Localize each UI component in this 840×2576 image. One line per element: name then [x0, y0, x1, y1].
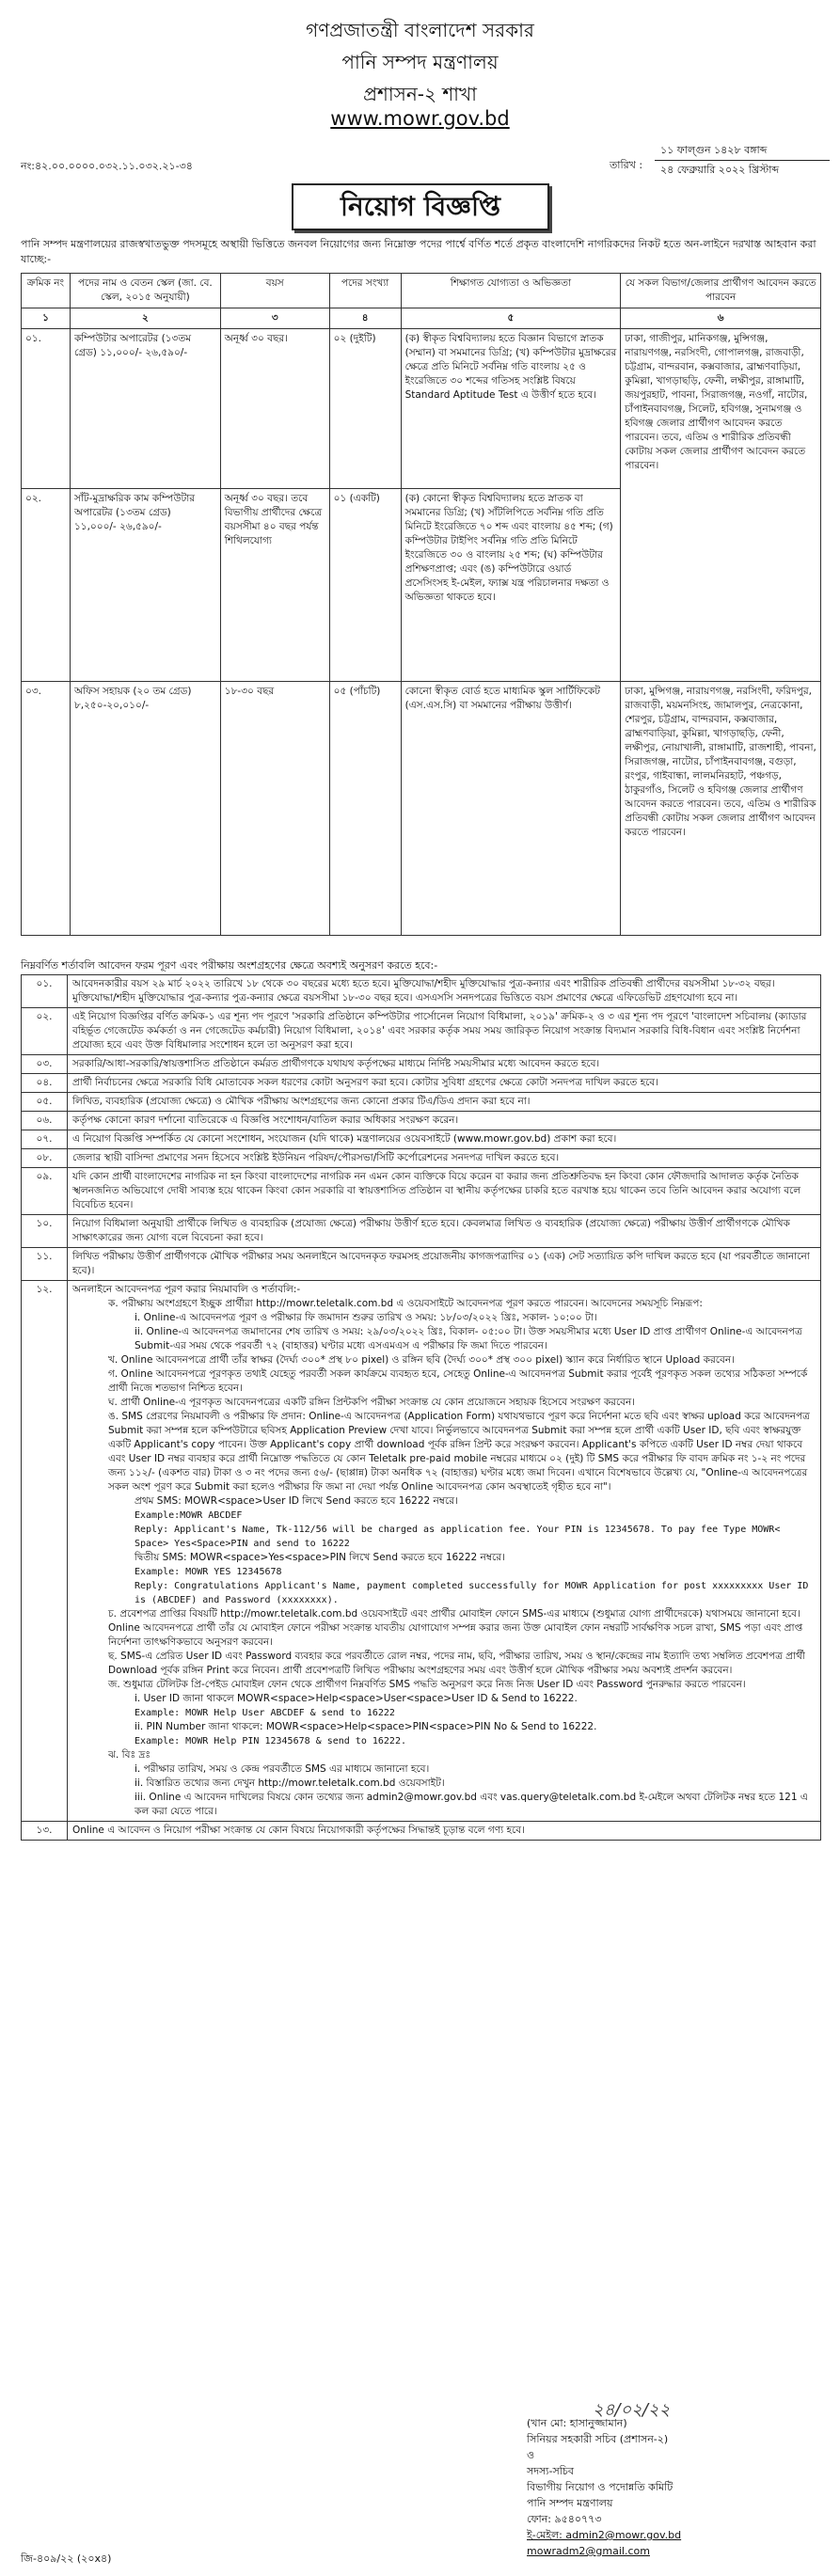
instruction-jha-ii: ii. বিস্তারিত তথ্যের জন্য দেখুন http://mowr.teletalk.com.bd ওয়েবসাইট। [135, 1778, 445, 1789]
online-instructions [68, 1281, 821, 1822]
column-header: পদের সংখ্যা [329, 274, 401, 308]
signatory-and: ও [527, 2449, 535, 2461]
website-link[interactable]: www.mowr.gov.bd [330, 107, 510, 130]
condition-text: Online এ আবেদন ও নিয়োগ পরীক্ষা সংক্রান্ত যে কোন বিষয়ে নিয়োগকারী কর্তৃপক্ষের সিদ্ধান্তই চূড়ান্ত বলে গণ্য হবে। [68, 1822, 821, 1841]
qualification-cell: কোনো স্বীকৃত বোর্ড হতে মাধ্যমিক স্কুল সার্টিফিকেট (এস.এস.সি) বা সমমানের পরীক্ষায় উত্তীর্ণ। [401, 682, 621, 936]
condition-row [22, 1248, 821, 1281]
condition-number: ১৩. [22, 1822, 68, 1841]
condition-text: নিয়োগ বিধিমালা অনুযায়ী প্রার্থীকে লিখিত ও ব্যবহারিক (প্রযোজ্য ক্ষেত্রে) পরীক্ষায় উত্তীর্ণ হতে হবে। কেবলমাত্র লিখিত ও ব্যবহারিক (প্রযোজ্য ক্ষেত্রে) পরীক্ষায় উত্তীর্ণ প্রার্থীগণকে মৌখিক সাক্ষাৎকারের জন্য যোগ্য বলে বিবেচনা করা হবে। [68, 1215, 821, 1248]
online-application-row [22, 1281, 821, 1822]
column-number-row [22, 308, 821, 329]
column-number: ১ [22, 308, 71, 329]
instruction-kha: খ. Online আবেদনপত্রে প্রার্থী তাঁর স্বাক্ষর (দৈর্ঘ্য ৩০০* প্রস্থ ৮০ pixel) ও রঙ্গিন ছবি (দৈর্ঘ্য ৩০০* প্রস্থ ৩০০ pixel) স্ক্যান করে নির্ধারিত স্থানে Upload করবেন। [108, 1354, 735, 1366]
instruction-ja: জ. শুধুমাত্র টেলিটক প্রি-পেইড মোবাইল ফোন থেকে প্রার্থীগণ নিম্নবর্ণিত SMS পদ্ধতি অনুসরণ করে নিজ নিজ User ID এবং Password পুনরুদ্ধার করতে পারবেন। [108, 1679, 746, 1690]
intro-text: পানি সম্পদ মন্ত্রণালয়ের রাজস্বখাতভুক্ত পদসমূহে অস্থায়ী ভিত্তিতে জনবল নিয়োগের জন্য নিম্নোক্ত পদের পার্শ্বে বর্ণিত শর্তে প্রকৃত বাংলাদেশি নাগরিকদের নিকট হতে অন-লাইনে দরখাস্ত আহবান করা যাচ্ছে:- [21, 238, 816, 265]
condition-row [22, 1093, 821, 1112]
table-row [22, 682, 821, 936]
column-header: শিক্ষাগত যোগ্যতা ও অভিজ্ঞতা [401, 274, 621, 308]
instruction-ja-ii-example: Example: MOWR Help PIN 12345678 & send to 16222. [135, 1736, 406, 1746]
count-cell: ০৫ (পাঁচটি) [329, 682, 401, 936]
instruction-jha-iii: iii. Online এ আবেদন দাখিলের বিষয়ে কোন তথ্যের জন্য admin2@mowr.gov.bd এবং vas.query@teletalk.com.bd ই-মেইলে অথবা টেলিটক নম্বর হতে 121 এ কল করা যেতে পারে। [135, 1792, 808, 1817]
table-row [22, 329, 821, 489]
condition-text: লিখিত, ব্যবহারিক (প্রযোজ্য ক্ষেত্রে) ও মৌখিক পরীক্ষায় অংশগ্রহণের জন্য কোনো প্রকার টিএ/ডিএ প্রদান করা হবে না। [68, 1093, 821, 1112]
count-cell: ০২ (দুইটি) [329, 329, 401, 489]
condition-number: ০৪. [22, 1074, 68, 1093]
serial-cell: ০৩. [22, 682, 71, 936]
condition-row [22, 1168, 821, 1215]
signature-mark: ২৪/০২/২২ [593, 2400, 671, 2420]
column-number: ৫ [401, 308, 621, 329]
org-line-1: গণপ্রজাতন্ত্রী বাংলাদেশ সরকার [306, 19, 534, 41]
condition-number: ০৭. [22, 1130, 68, 1149]
condition-number: ০১. [22, 975, 68, 1008]
qualification-cell: (ক) কোনো স্বীকৃত বিশ্ববিদ্যালয় হতে স্নাতক বা সমমানের ডিগ্রি; (খ) সাঁটলিপিতে সর্বনিম্ন গতি প্রতি মিনিটে ইংরেজিতে ৭০ শব্দ এবং বাংলায় ৪৫ শব্দ; (গ) কম্পিউটার টাইপিং সর্বনিম্ন গতি প্রতি মিনিটে ইংরেজিতে ৩০ ও বাংলায় ২৫ শব্দ; (ঘ) কম্পিউটার প্রশিক্ষণপ্রাপ্ত; এবং (ঙ) কম্পিউটারে ওয়ার্ড প্রসেসিংসহ ই-মেইল, ফ্যাক্স যন্ত্র পরিচালনার দক্ষতা ও অভিজ্ঞতা থাকতে হবে। [401, 489, 621, 682]
condition-number: ০৬. [22, 1112, 68, 1130]
condition-row [22, 1130, 821, 1149]
condition-row [22, 1215, 821, 1248]
condition-row [22, 1112, 821, 1130]
condition-number: ১২. [22, 1281, 68, 1822]
condition-number: ১০. [22, 1215, 68, 1248]
districts-cell: ঢাকা, মুন্সিগঞ্জ, নারায়ণগঞ্জ, নরসিংদী, ফরিদপুর, রাজবাড়ী, ময়মনসিংহ, জামালপুর, নেত্রকোনা, শেরপুর, চট্টগ্রাম, বান্দরবান, কক্সবাজার, ব্রাহ্মণবাড়িয়া, কুমিল্লা, খাগড়াছড়ি, ফেনী, লক্ষীপুর, নোয়াখালী, রাঙ্গামাটি, রাজশাহী, পাবনা, সিরাজগঞ্জ, নাটোর, চাঁপাইনবাবগঞ্জ, বগুড়া, রংপুর, গাইবান্ধা, লালমনিরহাট, পঞ্চগড়, ঠাকুরগাঁও, সিলেট ও হবিগঞ্জ জেলার প্রার্থীগণ আবেদন করতে পারবেন। তবে, এতিম ও শারীরিক প্রতিবন্ধী কোটায় সকল জেলার প্রার্থীগণ আবেদন করতে পারবেন। [621, 682, 821, 936]
condition-row [22, 1149, 821, 1168]
signatory-designation: সিনিয়র সহকারী সচিব (প্রশাসন-২) [527, 2433, 669, 2445]
condition-row [22, 1055, 821, 1074]
count-cell: ০১ (একটি) [329, 489, 401, 682]
post-cell: কম্পিউটার অপারেটর (১৩তম গ্রেড) ১১,০০০/- ২৬,৫৯০/- [70, 329, 220, 489]
signatory-phone: ফোন: ৯৫৪০৭৭৩ [527, 2513, 602, 2525]
signatory-email[interactable]: ই-মেইল: admin2@mowr.gov.bd [527, 2529, 682, 2541]
age-cell: অনূর্ধ্ব ৩০ বছর। [220, 329, 329, 489]
print-code: জি-৪০৯/২২ (২০x৪) [21, 2552, 112, 2565]
serial-cell: ০১. [22, 329, 71, 489]
sms1-label: প্রথম SMS: MOWR<space>User ID লিখে Send করতে হবে 16222 নম্বরে। [135, 1495, 458, 1507]
sms2-reply: Reply: Congratulations Applicant's Name, payment completed successfully for MOWR Application for post xxxxxxxxx User ID is (ABCDEF) and Password (xxxxxxxx). [135, 1581, 809, 1605]
instruction-ja-i: i. User ID জানা থাকলে MOWR<space>Help<space>User<space>User ID & Send to 16222. [135, 1693, 578, 1704]
post-cell: অফিস সহায়ক (২০ তম গ্রেড) ৮,২৫০-২০,০১০/- [70, 682, 220, 936]
date-block [610, 141, 830, 180]
condition-number: ০৫. [22, 1093, 68, 1112]
date-label: তারিখ : [610, 159, 643, 171]
page-title: নিয়োগ বিজ্ঞপ্তি [292, 183, 549, 230]
instruction-ka-i: i. Online-এ আবেদনপত্র পূরণ ও পরীক্ষার ফি জমাদান শুরুর তারিখ ও সময়: ১৮/০৩/২০২২ খ্রিঃ, সকাল- ১০:০০ টা। [135, 1312, 597, 1323]
instruction-chha: ছ. SMS-এ প্রেরিত User ID এবং Password ব্যবহার করে পরবর্তীতে রোল নম্বর, পদের নাম, ছবি, পরীক্ষার তারিখ, সময় ও স্থান/কেন্দ্রের নাম ইত্যাদি তথ্য সম্বলিত প্রবেশপত্র প্রার্থী Download পূর্বক রঙ্গিন Print করে নিবেন। প্রার্থী প্রবেশপত্রটি লিখিত পরীক্ষায় অংশগ্রহণের সময় এবং উত্তীর্ণ হলে মৌখিক পরীক্ষার সময় অবশ্যই প্রদর্শন করবেন। [108, 1651, 805, 1676]
instruction-jha-i: i. পরীক্ষার তারিখ, সময় ও কেন্দ্র পরবর্তীতে SMS এর মাধ্যমে জানানো হবে। [135, 1763, 430, 1775]
org-line-3: প্রশাসন-২ শাখা [363, 83, 477, 105]
condition-text: লিখিত পরীক্ষায় উত্তীর্ণ প্রার্থীগণকে মৌখিক পরীক্ষার সময় অনলাইনে আবেদনকৃত ফরমসহ প্রয়োজনীয় কাগজপত্রাদির ০১ (এক) সেট সত্যায়িত কপি দাখিল করতে হবে (যা পরবর্তীতে জানানো হবে)। [68, 1248, 821, 1281]
instruction-umo: ঙ. SMS প্রেরণের নিয়মাবলী ও পরীক্ষার ফি প্রদান: Online-এ আবেদনপত্র (Application Form) যথাযথভাবে পূরণ করে নির্দেশনা মতে ছবি এবং স্বাক্ষর upload করে আবেদনপত্র Submit করা সম্পন্ন হলে কম্পিউটারে ছবিসহ Application Preview দেখা যাবে। নির্ভুলভাবে আবেদনপত্র Submit করা সম্পন্ন হলে প্রার্থী একটি User ID, ছবি এবং স্বাক্ষরযুক্ত একটি Applicant's copy পাবেন। উক্ত Applicant's copy প্রার্থী download পূর্বক রঙ্গিন প্রিন্ট করে সংরক্ষণ করবেন। Applicant's কপিতে একটি User ID নম্বর দেয়া থাকবে এবং User ID নম্বর ব্যবহার করে প্রার্থী নিম্নোক্ত পদ্ধতিতে যে কোন Teletalk pre-paid mobile নম্বরের মাধ্যমে ০২ (দুই) টি SMS করে পরীক্ষার ফি বাবদ ক্রমিক নং ১-২ নং পদের জন্য ১১২/- (একশত বার) টাকা ও ৩ নং পদের জন্য ৫৬/- (ছাপ্পান্ন) টাকা অনধিক ৭২ (বাহাত্তর) ঘণ্টার মধ্যে জমা দিবেন। এখানে বিশেষভাবে উল্লেখ্য যে, "Online-এ আবেদনপত্রের সকল অংশ পূরণ করে Submit করা হলেও পরীক্ষার ফি জমা না দেয়া পর্যন্ত Online আবেদনপত্র কোন অবস্থাতেই গৃহীত হবে না"। [108, 1411, 810, 1493]
condition-number: ১১. [22, 1248, 68, 1281]
condition-row [22, 1822, 821, 1841]
reference-number: নং:৪২.০০.০০০০.০৩২.১১.০৩২.২১-৩৪ [21, 160, 193, 172]
column-number: ৩ [220, 308, 329, 329]
instruction-ja-ii: ii. PIN Number জানা থাকলে: MOWR<space>Help<space>PIN<space>PIN No & Send to 16222. [135, 1721, 597, 1732]
signatory-role: সদস্য-সচিব [527, 2465, 574, 2477]
instruction-gha: ঘ. প্রার্থী Online-এ পূরণকৃত আবেদনপত্রের একটি রঙ্গিন প্রিন্টকপি পরীক্ষা সংক্রান্ত যে কোন প্রয়োজনে সহায়ক হিসেবে সংরক্ষণ করবেন। [108, 1397, 636, 1408]
condition-text: যদি কোন প্রার্থী বাংলাদেশের নাগরিক না হন কিংবা বাংলাদেশের নাগরিক নন এমন কোন ব্যক্তিকে বিয়ে করেন বা করার জন্য প্রতিশ্রুতিবদ্ধ হন কিংবা কোন ফৌজদারি আদালত কর্তৃক নৈতিক স্খলনজনিত অভিযোগে দোষী সাব্যস্ত হয়ে থাকেন কিংবা কোন সরকারি বা স্বায়ত্তশাসিত প্রতিষ্ঠান বা স্থানীয় কর্তৃপক্ষের চাকরি হতে বরখাস্ত হয়ে থাকেন তবে তিনি আবেদন করার অযোগ্য বলে বিবেচিত হবেন। [68, 1168, 821, 1215]
signatory-email-2[interactable]: mowradm2@gmail.com [527, 2545, 650, 2557]
org-line-2: পানি সম্পদ মন্ত্রণালয় [341, 51, 499, 73]
condition-text: জেলার স্থায়ী বাসিন্দা প্রমাণের সনদ হিসেবে সংশ্লিষ্ট ইউনিয়ন পরিষদ/পৌরসভা/সিটি কর্পোরেশনের সনদপত্র দাখিল করতে হবে। [68, 1149, 821, 1168]
instruction-ga: গ. Online আবেদনপত্রে পূরণকৃত তথ্যই যেহেতু পরবর্তী সকল কার্যক্রমে ব্যবহৃত হবে, সেহেতু Online-এ আবেদনপত্র Submit করার পূর্বেই পূরণকৃত সকল তথ্যের সঠিকতা সম্পর্কে প্রার্থী নিজে শতভাগ নিশ্চিত হবেন। [108, 1368, 808, 1394]
signatory-name: (খান মো: হাসানুজ্জামান) [527, 2417, 627, 2429]
signatory-committee: বিভাগীয় নিয়োগ ও পদোন্নতি কমিটি [527, 2481, 674, 2493]
column-header: বয়স [220, 274, 329, 308]
condition-text: কর্তৃপক্ষ কোনো কারণ দর্শানো ব্যতিরেকে এ বিজ্ঞপ্তি সংশোধন/বাতিল করার অধিকার সংরক্ষণ করেন। [68, 1112, 821, 1130]
condition-text: প্রার্থী নির্বাচনের ক্ষেত্রে সরকারি বিধি মোতাবেক সকল ধরণের কোটা অনুসরণ করা হবে। কোটার সুবিধা গ্রহণের ক্ষেত্রে কোটা সনদপত্র দাখিল করতে হবে। [68, 1074, 821, 1093]
date-bangla: ১১ ফাল্গুন ১৪২৮ বঙ্গাব্দ [655, 141, 830, 161]
instruction-ka: ক. পরীক্ষায় অংশগ্রহণে ইচ্ছুক প্রার্থীরা http://mowr.teletalk.com.bd এ ওয়েবসাইটে আবেদনপত্র পূরণ করতে পারবেন। আবেদনের সময়সূচি নিম্নরূপ: [108, 1298, 703, 1309]
condition-number: ০২. [22, 1008, 68, 1055]
condition-row [22, 1008, 821, 1055]
districts-cell: ঢাকা, গাজীপুর, মানিকগঞ্জ, মুন্সিগঞ্জ, নারায়ণগঞ্জ, নরসিংদী, গোপালগঞ্জ, রাজবাড়ী, চট্টগ্রাম, বান্দরবান, কক্সবাজার, ব্রাহ্মণবাড়িয়া, কুমিল্লা, খাগড়াছড়ি, ফেনী, লক্ষীপুর, রাঙ্গামাটি, জয়পুরহাট, পাবনা, সিরাজগঞ্জ, নওগাঁ, নাটোর, চাঁপাইনবাবগঞ্জ, সিলেট, হবিগঞ্জ, সুনামগঞ্জ ও হবিগঞ্জ জেলার প্রার্থীগণ আবেদন করতে পারবেন। তবে, এতিম ও শারীরিক প্রতিবন্ধী কোটায় সকল জেলার প্রার্থীগণ আবেদন করতে পারবেন। [621, 329, 821, 682]
instruction-ka-ii: ii. Online-এ আবেদনপত্র জমাদানের শেষ তারিখ ও সময়: ২৯/০৩/২০২২ খ্রিঃ, বিকাল- ০৫:০০ টা। উক্ত সময়সীমার মধ্যে User ID প্রাপ্ত প্রার্থীগণ Online-এ আবেদনপত্র Submit-এর সময় থেকে পরবর্তী ৭২ (বাহাত্তর) ঘণ্টার মধ্যে এসএমএস এ পরীক্ষার ফি জমা দিতে পারবেন। [135, 1326, 802, 1351]
age-cell: ১৮-৩০ বছর [220, 682, 329, 936]
condition-text: এই নিয়োগ বিজ্ঞপ্তির বর্ণিত ক্রমিক-১ এর শূন্য পদ পূরণে 'সরকারি প্রতিষ্ঠানে কম্পিউটার পার্সোনেল নিয়োগ বিধিমালা, ২০১৯' ক্রমিক-২ ও ৩ এর শূন্য পদ পূরণে 'বাংলাদেশ সচিবালয় (ক্যাডার বহির্ভূত গেজেটেড কর্মকর্তা ও নন গেজেটেড কর্মচারী) নিয়োগ বিধিমালা, ২০১৪' এবং সরকার কর্তৃক সময় সময় জারিকৃত নিয়োগ সংক্রান্ত বিদ্যমান সরকারি বিধি-বিধান এবং সংশ্লিষ্ট নির্দেশনা প্রযোজ্য হবে এবং উক্ত বিধিমালার সংশোধন হলে তা অনুসরণ করা হবে। [68, 1008, 821, 1055]
condition-number: ০৩. [22, 1055, 68, 1074]
column-header: যে সকল বিভাগ/জেলার প্রার্থীগণ আবেদন করতে পারবেন [621, 274, 821, 308]
age-cell: অনূর্ধ্ব ৩০ বছর। তবে বিভাগীয় প্রার্থীদের ক্ষেত্রে বয়সসীমা ৪০ বছর পর্যন্ত শিথিলযোগ্য [220, 489, 329, 682]
condition-number: ০৯. [22, 1168, 68, 1215]
post-cell: সাঁট-মুদ্রাক্ষরিক কাম কম্পিউটার অপারেটর (১৩তম গ্রেড) ১১,০০০/- ২৬,৫৯০/- [70, 489, 220, 682]
signature-block [527, 2415, 809, 2559]
qualification-cell: (ক) স্বীকৃত বিশ্ববিদ্যালয় হতে বিজ্ঞান বিভাগে স্নাতক (সম্মান) বা সমমানের ডিগ্রি; (খ) কম্পিউটার মুদ্রাক্ষরের ক্ষেত্রে প্রতি মিনিটে সর্বনিম্ন গতি বাংলায় ২৫ ও ইংরেজিতে ৩০ শব্দের গতিসহ সংশ্লিষ্ট বিষয়ে Standard Aptitude Test এ উত্তীর্ণ হতে হবে। [401, 329, 621, 489]
table-header-row [22, 274, 821, 308]
sms1-reply: Reply: Applicant's Name, Tk-112/56 will be charged as application fee. Your PIN is 12345678. To pay fee Type MOWR< Space> Yes<Space>PIN and send to 16222 [135, 1525, 781, 1549]
condition-text: আবেদনকারীর বয়স ২৯ মার্চ ২০২২ তারিখে ১৮ থেকে ৩০ বছরের মধ্যে হতে হবে। মুক্তিযোদ্ধা/শহীদ মুক্তিযোদ্ধার পুত্র-কন্যার এবং শারীরিক প্রতিবন্ধী প্রার্থীদের বয়সসীমা ১৮-৩২ বছর। মুক্তিযোদ্ধা/শহীদ মুক্তিযোদ্ধার পুত্র-কন্যার পুত্র-কন্যার ক্ষেত্রে বয়সসীমা ১৮-৩০ বছর হবে। এসএসসি সনদপত্রের ভিত্তিতে বয়স প্রমাণের ক্ষেত্রে এফিডেভিট গ্রহণযোগ্য হবে না। [68, 975, 821, 1008]
sms2-example: Example: MOWR YES 12345678 [135, 1567, 282, 1577]
sms1-example: Example:MOWR ABCDEF [135, 1510, 243, 1521]
condition-text: এ নিয়োগ বিজ্ঞপ্তি সম্পর্কিত যে কোনো সংশোধন, সংযোজন (যদি থাকে) মন্ত্রণালয়ের ওয়েবসাইটে (www.mowr.gov.bd) প্রকাশ করা হবে। [68, 1130, 821, 1149]
instruction-cha: চ. প্রবেশপত্র প্রাপ্তির বিষয়টি http://mowr.teletalk.com.bd ওয়েবসাইটে এবং প্রার্থীর মোবাইল ফোনে SMS-এর মাধ্যমে (শুধুমাত্র যোগ্য প্রার্থীদেরকে) যথাসময়ে জানানো হবে। Online আবেদনপত্রে প্রার্থী তাঁর যে মোবাইল ফোনে পরীক্ষা সংক্রান্ত যাবতীয় যোগাযোগ সম্পন্ন করার জন্য উক্ত মোবাইল ফোন নম্বরটি সার্বক্ষণিক সচল রাখা, SMS পড়া এবং প্রাপ্ত নির্দেশনা তাৎক্ষণিকভাবে অনুসরণ করবেন। [108, 1608, 803, 1648]
condition-row [22, 1074, 821, 1093]
column-number: ৬ [621, 308, 821, 329]
serial-cell: ০২. [22, 489, 71, 682]
sms2-label: দ্বিতীয় SMS: MOWR<space>Yes<space>PIN লিখে Send করতে হবে 16222 নম্বরে। [135, 1552, 505, 1563]
conditions-table [21, 974, 821, 1841]
instruction-jha: ঝ. বিঃ দ্রঃ [108, 1749, 151, 1761]
column-number: ২ [70, 308, 220, 329]
condition-text: সরকারি/আধা-সরকারি/স্বায়ত্তশাসিত প্রতিষ্ঠানে কর্মরত প্রার্থীগণকে যথাযথ কর্তৃপক্ষের মাধ্যমে নির্দিষ্ট সময়সীমার মধ্যে আবেদন করতে হবে। [68, 1055, 821, 1074]
signatory-ministry: পানি সম্পদ মন্ত্রণালয় [527, 2497, 613, 2509]
conditions-heading: নিম্নবর্ণিত শর্তাবলি আবেদন ফরম পূরণ এবং পরীক্ষায় অংশগ্রহণের ক্ষেত্রে অবশ্যই অনুসরণ করতে হবে:- [21, 959, 438, 972]
condition-number: ০৮. [22, 1149, 68, 1168]
online-heading: অনলাইনে আবেদনপত্র পূরণ করার নিয়মাবলি ও শর্তাবলি:- [72, 1284, 301, 1295]
column-header: ক্রমিক নং [22, 274, 71, 308]
condition-row [22, 975, 821, 1008]
vacancy-table [21, 273, 821, 936]
instruction-ja-i-example: Example: MOWR Help User ABCDEF & send to 16222 [135, 1708, 395, 1718]
column-header: পদের নাম ও বেতন স্কেল (জা. বে. স্কেল, ২০১৫ অনুযায়ী) [70, 274, 220, 308]
date-english: ২৪ ফেব্রুয়ারি ২০২২ খ্রিস্টাব্দ [660, 164, 780, 176]
column-number: ৪ [329, 308, 401, 329]
